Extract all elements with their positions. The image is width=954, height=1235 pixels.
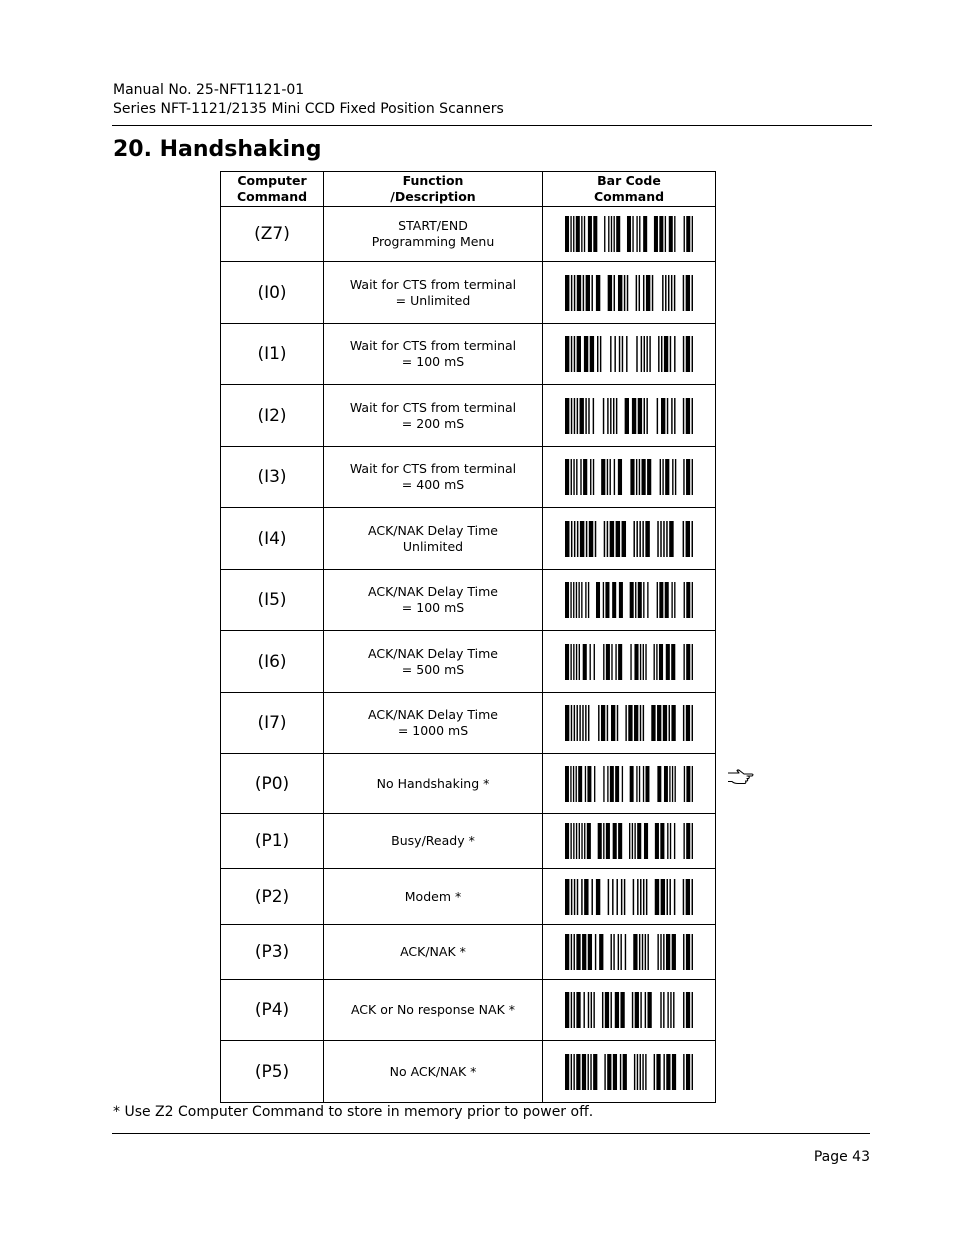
- barcode-cell: [543, 508, 716, 570]
- table-row: [221, 262, 716, 324]
- computer-command: (I7): [221, 693, 324, 754]
- computer-command: (I3): [221, 447, 324, 508]
- barcode-image: [565, 459, 693, 495]
- computer-command: (I6): [221, 631, 324, 693]
- function-description: [324, 754, 543, 814]
- table-row: [221, 324, 716, 385]
- computer-command: (P5): [221, 1041, 324, 1103]
- series-title: Series NFT-1121/2135 Mini CCD Fixed Position Scanners: [113, 101, 504, 117]
- table-row: [221, 925, 716, 980]
- description-line: = 100 mS: [401, 354, 465, 369]
- barcode-cell: [543, 869, 716, 925]
- description-line: ACK/NAK Delay Time: [368, 522, 498, 538]
- computer-command: (P0): [221, 754, 324, 814]
- barcode-cell: [543, 207, 716, 262]
- function-description: [324, 693, 543, 754]
- description-line: Modem *: [404, 888, 462, 904]
- barcode-image: [565, 992, 693, 1028]
- barcode-image: [565, 766, 693, 802]
- barcode-cell: [543, 925, 716, 980]
- table-row: [221, 1041, 716, 1103]
- table-row: [221, 207, 716, 262]
- description-line: ACK/NAK Delay Time: [368, 645, 498, 661]
- table-row: [221, 754, 716, 814]
- table-row: [221, 631, 716, 693]
- barcode-image: [565, 582, 693, 618]
- section-title: 20. Handshaking: [113, 137, 322, 162]
- barcode-image: [565, 934, 693, 970]
- header-computer-command: Computer Command: [221, 172, 324, 207]
- table-row: [221, 869, 716, 925]
- table-header-row: [221, 172, 716, 207]
- description-line: Wait for CTS from terminal: [349, 338, 517, 353]
- description-line: ACK/NAK Delay Time: [368, 707, 498, 722]
- function-description: [324, 207, 543, 262]
- barcode-cell: [543, 754, 716, 814]
- header-function-description: Function /Description: [324, 172, 543, 207]
- barcode-cell: [543, 1041, 716, 1103]
- barcode-image: [565, 823, 693, 859]
- description-line: Unlimited: [402, 538, 464, 554]
- description-line: ACK or No response NAK *: [350, 1002, 516, 1017]
- function-description: [324, 631, 543, 693]
- table-row: [221, 570, 716, 631]
- barcode-image: [565, 275, 693, 311]
- barcode-cell: [543, 814, 716, 869]
- barcode-image: [565, 705, 693, 741]
- computer-command: (P4): [221, 980, 324, 1041]
- barcode-image: [565, 216, 693, 252]
- table-row: [221, 508, 716, 570]
- barcode-image: [565, 879, 693, 915]
- barcode-cell: [543, 631, 716, 693]
- description-line: Wait for CTS from terminal: [349, 276, 517, 292]
- computer-command: (P3): [221, 925, 324, 980]
- computer-command: (I0): [221, 262, 324, 324]
- description-line: = 200 mS: [401, 415, 465, 431]
- header-rule: [112, 125, 872, 126]
- function-description: [324, 925, 543, 980]
- description-line: = 500 mS: [401, 661, 465, 677]
- description-line: No Handshaking *: [376, 775, 490, 791]
- description-line: Wait for CTS from terminal: [349, 399, 517, 415]
- barcode-image: [565, 644, 693, 680]
- table-row: [221, 814, 716, 869]
- footer-rule: [112, 1133, 870, 1134]
- computer-command: (I5): [221, 570, 324, 631]
- barcode-cell: [543, 385, 716, 447]
- description-line: Wait for CTS from terminal: [349, 461, 517, 476]
- barcode-cell: [543, 693, 716, 754]
- page-number: Page 43: [813, 1149, 870, 1165]
- function-description: [324, 262, 543, 324]
- description-line: = 100 mS: [401, 600, 465, 615]
- computer-command: (I1): [221, 324, 324, 385]
- description-line: Programming Menu: [371, 234, 495, 249]
- manual-number: Manual No. 25-NFT1121-01: [113, 82, 305, 98]
- pointing-hand-icon: [725, 767, 759, 791]
- barcode-cell: [543, 324, 716, 385]
- function-description: [324, 1041, 543, 1103]
- barcode-image: [565, 336, 693, 372]
- description-line: = 400 mS: [401, 477, 465, 492]
- table-row: [221, 693, 716, 754]
- function-description: [324, 508, 543, 570]
- table-row: [221, 447, 716, 508]
- barcode-cell: [543, 980, 716, 1041]
- function-description: [324, 570, 543, 631]
- description-line: START/END: [398, 218, 468, 233]
- function-description: [324, 869, 543, 925]
- description-line: Busy/Ready *: [391, 833, 475, 848]
- barcode-cell: [543, 570, 716, 631]
- barcode-image: [565, 1054, 693, 1090]
- barcode-image: [565, 521, 693, 557]
- computer-command: (I4): [221, 508, 324, 570]
- function-description: [324, 447, 543, 508]
- header-bar-code-command: Bar Code Command: [543, 172, 716, 207]
- table-row: [221, 385, 716, 447]
- description-line: No ACK/NAK *: [389, 1063, 477, 1079]
- barcode-cell: [543, 447, 716, 508]
- computer-command: (Z7): [221, 207, 324, 262]
- description-line: ACK/NAK *: [400, 944, 466, 959]
- barcode-image: [565, 398, 693, 434]
- computer-command: (P2): [221, 869, 324, 925]
- computer-command: (P1): [221, 814, 324, 869]
- function-description: [324, 385, 543, 447]
- function-description: [324, 814, 543, 869]
- description-line: ACK/NAK Delay Time: [368, 584, 498, 599]
- description-line: = 1000 mS: [397, 723, 469, 738]
- function-description: [324, 324, 543, 385]
- computer-command: (I2): [221, 385, 324, 447]
- table-row: [221, 980, 716, 1041]
- footnote: * Use Z2 Computer Command to store in memory prior to power off.: [113, 1104, 594, 1120]
- handshaking-table: [220, 171, 716, 1103]
- description-line: = Unlimited: [395, 292, 471, 308]
- barcode-cell: [543, 262, 716, 324]
- function-description: [324, 980, 543, 1041]
